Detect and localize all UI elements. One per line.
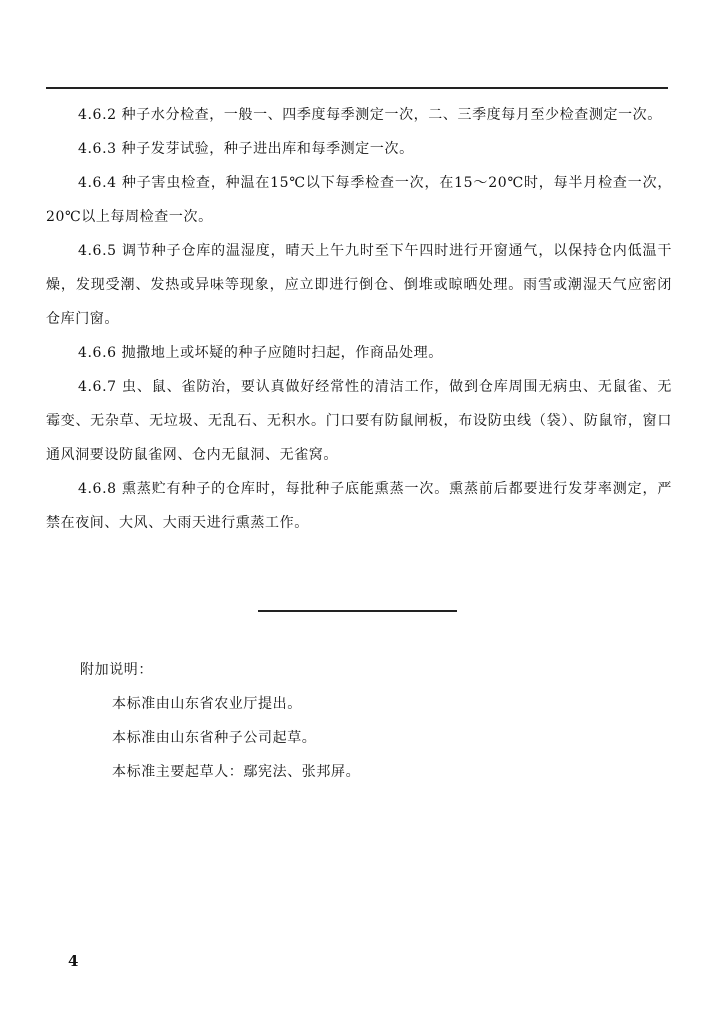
clause-list <box>46 98 672 540</box>
clause-4-6-4: 4.6.4 种子害虫检查，种温在15℃以下每季检查一次，在15～20℃时，每半月检查一次，20℃以上每周检查一次。 <box>46 175 672 225</box>
notes-heading: 附加说明： <box>80 662 153 678</box>
notes-item-proposer: 本标准由山东省农业厅提出。 <box>112 696 302 712</box>
clause-4-6-8: 4.6.8 熏蒸贮有种子的仓库时，每批种子底能熏蒸一次。熏蒸前后都要进行发芽率测定，严禁在夜间、大风、大雨天进行熏蒸工作。 <box>46 481 672 531</box>
notes-item-authors: 本标准主要起草人：鄢宪法、张邦屏。 <box>112 764 361 780</box>
clause-4-6-3: 4.6.3 种子发芽试验，种子进出库和每季测定一次。 <box>78 141 414 157</box>
clause-4-6-6: 4.6.6 抛撒地上或坏疑的种子应随时扫起，作商品处理。 <box>78 345 443 361</box>
end-divider <box>258 610 457 612</box>
clause-4-6-5: 4.6.5 调节种子仓库的温湿度，晴天上午九时至下午四时进行开窗通气，以保持仓内低温干燥，发现受潮、发热或异味等现象，应立即进行倒仓、倒堆或晾晒处理。雨雪或潮湿天气应密闭仓库门窗。 <box>46 243 672 327</box>
top-divider <box>46 87 668 89</box>
notes-item-drafter: 本标准由山东省种子公司起草。 <box>112 730 317 746</box>
page-number: 4 <box>68 952 79 970</box>
clause-4-6-2: 4.6.2 种子水分检查，一般一、四季度每季测定一次，二、三季度每月至少检查测定一次。 <box>78 107 662 123</box>
clause-4-6-7: 4.6.7 虫、鼠、雀防治，要认真做好经常性的清洁工作，做到仓库周围无病虫、无鼠雀、无霉变、无杂草、无垃圾、无乱石、无积水。门口要有防鼠闸板，布设防虫线（袋）、防鼠帘，窗口通风洞要设防鼠雀网、仓内无鼠洞、无雀窝。 <box>46 379 672 463</box>
additional-notes <box>80 653 640 789</box>
